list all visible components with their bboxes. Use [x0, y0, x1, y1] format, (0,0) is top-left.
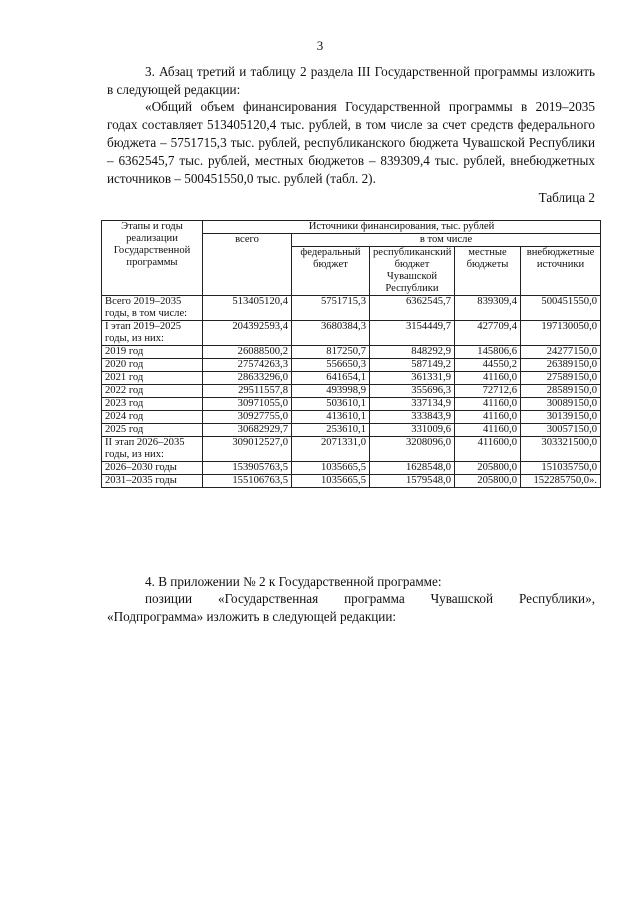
cell-total: 155106763,5	[203, 475, 292, 488]
table-row	[102, 424, 601, 437]
cell-federal: 5751715,3	[292, 296, 370, 321]
table-caption: Таблица 2	[538, 190, 595, 205]
cell-local: 41160,0	[455, 398, 521, 411]
cell-federal: 641654,1	[292, 372, 370, 385]
cell-total: 309012527,0	[203, 437, 292, 462]
cell-local: 411600,0	[455, 437, 521, 462]
page-number: 3	[316, 38, 324, 53]
cell-federal: 556650,3	[292, 359, 370, 372]
cell-total: 27574263,3	[203, 359, 292, 372]
cell-total: 153905763,5	[203, 462, 292, 475]
cell-extra: 197130050,0	[521, 321, 601, 346]
cell-federal: 1035665,5	[292, 462, 370, 475]
cell-total: 204392593,4	[203, 321, 292, 346]
cell-federal: 817250,7	[292, 346, 370, 359]
cell-extra: 30057150,0	[521, 424, 601, 437]
cell-local: 145806,6	[455, 346, 521, 359]
table-row	[102, 359, 601, 372]
cell-republic: 361331,9	[370, 372, 455, 385]
header-federal: федеральный бюджет	[292, 247, 370, 296]
cell-local: 41160,0	[455, 372, 521, 385]
cell-republic: 337134,9	[370, 398, 455, 411]
table-row	[102, 437, 601, 462]
table-row	[102, 321, 601, 346]
row-label: 2031–2035 годы	[102, 475, 203, 488]
cell-republic: 587149,2	[370, 359, 455, 372]
header-republic: республиканский бюджет Чувашской Республики	[370, 247, 455, 296]
table-row	[102, 398, 601, 411]
cell-republic: 331009,6	[370, 424, 455, 437]
cell-local: 41160,0	[455, 411, 521, 424]
header-extra: внебюджетные источники	[521, 247, 601, 296]
cell-local: 41160,0	[455, 424, 521, 437]
table-row	[102, 372, 601, 385]
table-row	[102, 385, 601, 398]
cell-total: 29511557,8	[203, 385, 292, 398]
cell-federal: 1035665,5	[292, 475, 370, 488]
quote-paragraph: «Общий объем финансирования Государственной программы в 2019–2035 годах составляет 513405120,4 тыс. рублей, в том числе за счет средств федерального бюджета – 5751715,3 тыс. рублей, республиканского бюджета Чувашской Республики – 6362545,7 тыс. рублей, местных бюджетов – 839309,4 тыс. рублей, внебюджетных источников – 500451550,0 тыс. рублей (табл. 2).	[107, 99, 595, 186]
header-sources: Источники финансирования, тыс. рублей	[203, 221, 601, 234]
table-row	[102, 462, 601, 475]
cell-extra: 28589150,0	[521, 385, 601, 398]
cell-extra: 26389150,0	[521, 359, 601, 372]
item4-heading: 4. В приложении № 2 к Государственной программе:	[145, 574, 442, 589]
header-local: местные бюджеты	[455, 247, 521, 296]
header-total: всего	[203, 234, 292, 296]
row-label: 2021 год	[102, 372, 203, 385]
cell-republic: 333843,9	[370, 411, 455, 424]
cell-extra: 303321500,0	[521, 437, 601, 462]
row-label: 2024 год	[102, 411, 203, 424]
row-label: 2025 год	[102, 424, 203, 437]
row-label: 2019 год	[102, 346, 203, 359]
cell-total: 513405120,4	[203, 296, 292, 321]
row-label: 2022 год	[102, 385, 203, 398]
cell-extra: 27589150,0	[521, 372, 601, 385]
cell-extra: 30089150,0	[521, 398, 601, 411]
cell-extra: 500451550,0	[521, 296, 601, 321]
cell-local: 205800,0	[455, 475, 521, 488]
cell-total: 26088500,2	[203, 346, 292, 359]
cell-federal: 253610,1	[292, 424, 370, 437]
table-row	[102, 296, 601, 321]
table-row	[102, 475, 601, 488]
cell-republic: 1579548,0	[370, 475, 455, 488]
cell-total: 30971055,0	[203, 398, 292, 411]
cell-republic: 848292,9	[370, 346, 455, 359]
row-label: I этап 2019–2025 годы, из них:	[102, 321, 203, 346]
cell-local: 205800,0	[455, 462, 521, 475]
cell-republic: 3208096,0	[370, 437, 455, 462]
cell-total: 30927755,0	[203, 411, 292, 424]
intro-paragraph: 3. Абзац третий и таблицу 2 раздела III Государственной программы изложить в следующей редакции:	[107, 64, 595, 97]
row-label: Всего 2019–2035 годы, в том числе:	[102, 296, 203, 321]
header-stages: Этапы и годы реализации Государственной программы	[102, 221, 203, 296]
cell-republic: 1628548,0	[370, 462, 455, 475]
header-including: в том числе	[292, 234, 601, 247]
table-row	[102, 346, 601, 359]
row-label: 2020 год	[102, 359, 203, 372]
item4-text: позиции «Государственная программа Чувашской Республики», «Подпрограмма» изложить в следующей редакции:	[107, 591, 595, 624]
cell-extra: 30139150,0	[521, 411, 601, 424]
row-label: 2026–2030 годы	[102, 462, 203, 475]
cell-republic: 3154449,7	[370, 321, 455, 346]
table-row	[102, 411, 601, 424]
row-label: II этап 2026–2035 годы, из них:	[102, 437, 203, 462]
cell-local: 72712,6	[455, 385, 521, 398]
row-label: 2023 год	[102, 398, 203, 411]
cell-republic: 6362545,7	[370, 296, 455, 321]
cell-federal: 3680384,3	[292, 321, 370, 346]
cell-extra: 152285750,0».	[521, 475, 601, 488]
cell-extra: 24277150,0	[521, 346, 601, 359]
cell-local: 44550,2	[455, 359, 521, 372]
cell-extra: 151035750,0	[521, 462, 601, 475]
cell-federal: 2071331,0	[292, 437, 370, 462]
cell-federal: 493998,9	[292, 385, 370, 398]
cell-federal: 413610,1	[292, 411, 370, 424]
cell-total: 28633296,0	[203, 372, 292, 385]
cell-total: 30682929,7	[203, 424, 292, 437]
cell-republic: 355696,3	[370, 385, 455, 398]
financing-table	[101, 220, 601, 488]
cell-federal: 503610,1	[292, 398, 370, 411]
cell-local: 839309,4	[455, 296, 521, 321]
cell-local: 427709,4	[455, 321, 521, 346]
